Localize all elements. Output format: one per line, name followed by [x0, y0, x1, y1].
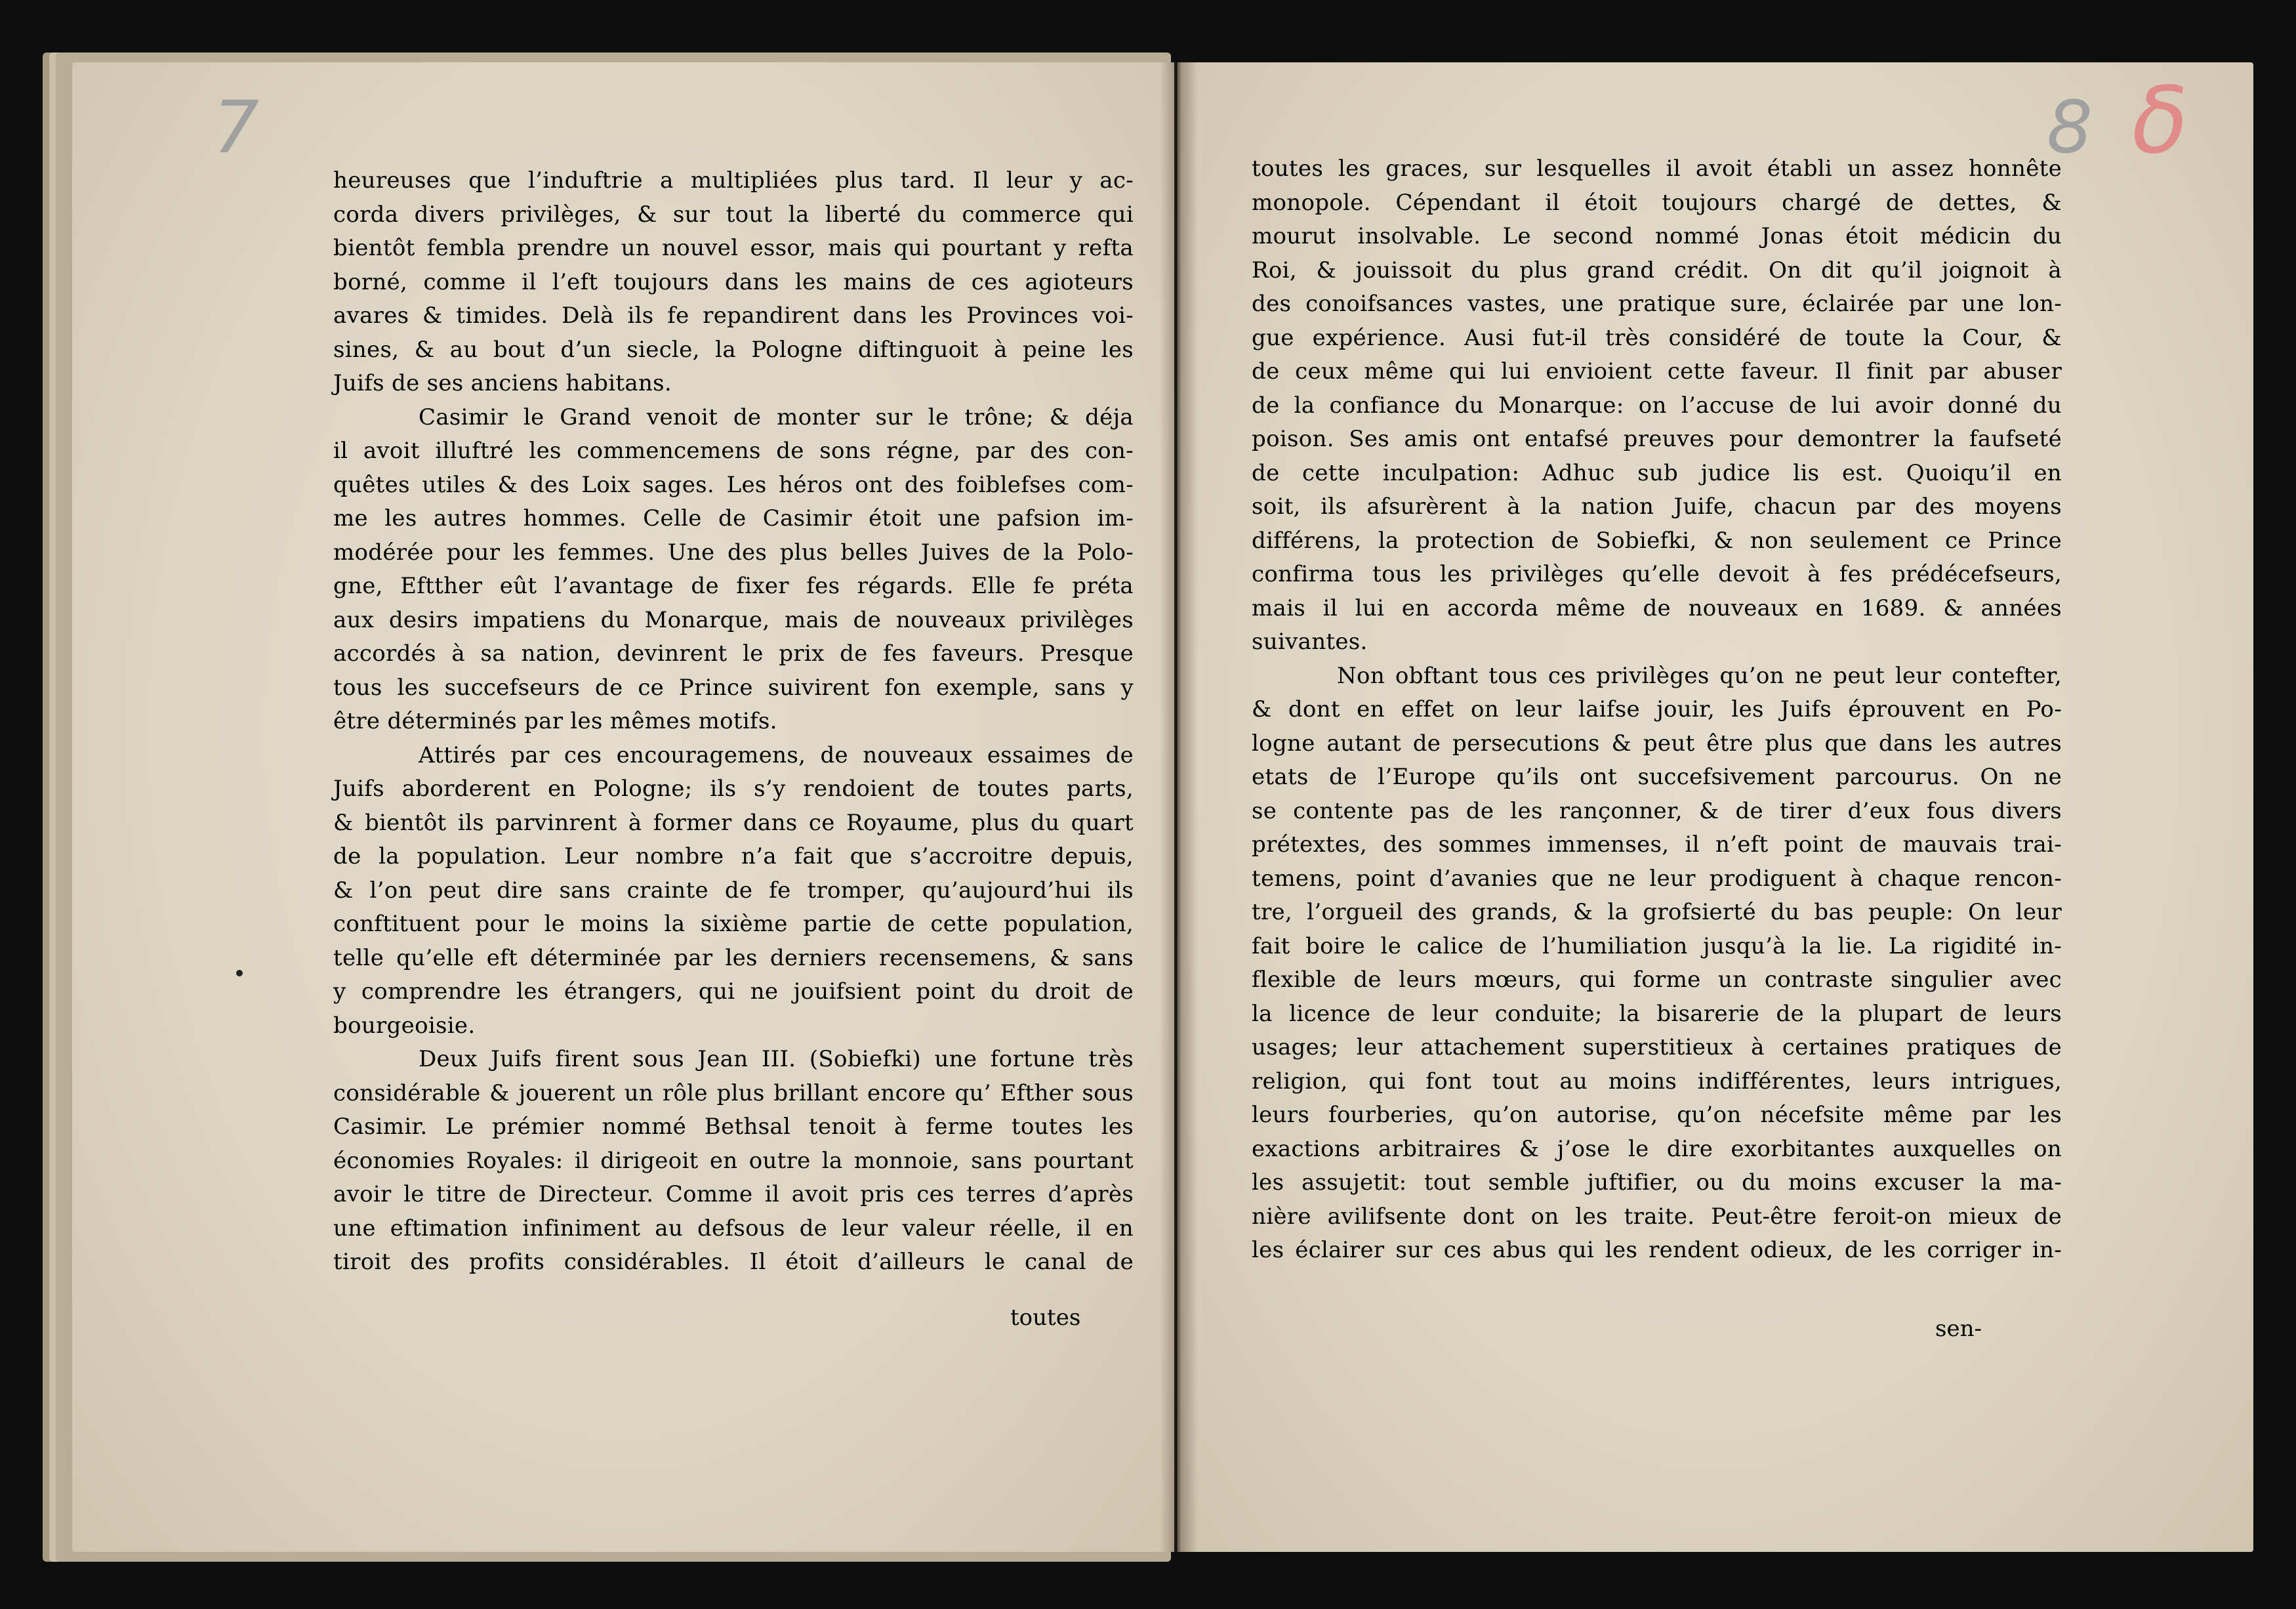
text-line: avoir le titre de Directeur. Comme il avoit pris ces terres d’après — [333, 1181, 1134, 1207]
text-line: poison. Ses amis ont entafsé preuves pour demontrer la faufseté — [1252, 426, 2062, 452]
text-line: usages; leur attachement superstitieux à certaines pratiques de — [1252, 1034, 2062, 1060]
text-line: & bientôt ils parvinrent à former dans ce Royaume, plus du quart — [333, 809, 1134, 836]
right-folio-number: 8 — [2047, 85, 2093, 169]
text-line: gne, Eftther eût l’avantage de fixer fes régards. Elle fe préta — [333, 573, 1134, 599]
text-line: considérable & jouerent un rôle plus brillant encore qu’ Efther sous — [333, 1079, 1134, 1106]
text-line: des conoifsances vastes, une pratique sure, éclairée par une lon- — [1252, 291, 2062, 317]
text-line: heureuses que l’induftrie a multipliées plus tard. Il leur y ac- — [333, 167, 1134, 194]
text-line: tous les succefseurs de ce Prince suivirent fon exemple, sans y — [333, 674, 1134, 701]
text-line: aux desirs impatiens du Monarque, mais de nouveaux privilèges — [333, 606, 1134, 633]
text-line: de la confiance du Monarque: on l’accuse de lui avoir donné du — [1252, 392, 2062, 419]
text-line: Juifs de ses anciens habitans. — [333, 370, 672, 396]
text-line: avares & timides. Delà ils fe repandirent dans les Provinces voi- — [333, 303, 1134, 329]
text-line: Roi, & jouissoit du plus grand crédit. On dit qu’il joignoit à — [1252, 257, 2062, 283]
text-line: corda divers privilèges, & sur tout la liberté du commerce qui — [333, 201, 1134, 228]
text-line: temens, point d’avanies que ne leur prodiguent à chaque rencon- — [1252, 865, 2062, 892]
text-line: & dont en effet on leur laifse jouir, les Juifs éprouvent en Po- — [1252, 696, 2062, 722]
text-line: & l’on peut dire sans crainte de fe tromper, qu’aujourd’hui ils — [333, 877, 1134, 904]
text-line: nière avilifsente dont on les traite. Peut-être feroit-on mieux de — [1252, 1203, 2062, 1230]
text-line: suivantes. — [1252, 629, 1368, 655]
text-line: fait boire le calice de l’humiliation jusqu’à la lie. La rigidité in- — [1252, 932, 2062, 959]
text-line: logne autant de persecutions & peut être plus que dans les autres — [1252, 730, 2062, 757]
text-line: bourgeoisie. — [333, 1012, 476, 1039]
text-line: me les autres hommes. Celle de Casimir étoit une pafsion im- — [333, 505, 1134, 532]
text-line: telle qu’elle eft déterminée par les derniers recensemens, & sans — [333, 944, 1134, 971]
text-line: quêtes utiles & des Loix sages. Les héros ont des foiblefses com- — [333, 471, 1134, 498]
text-line: conftituent pour le moins la sixième partie de cette population, — [333, 911, 1134, 937]
text-line: il avoit illuftré les commencemens de sons régne, par des con- — [333, 438, 1134, 464]
text-line: de ceux même qui lui envioient cette faveur. Il finit par abuser — [1252, 358, 2062, 385]
text-line: de cette inculpation: Adhuc sub judice lis est. Quoiqu’il en — [1252, 459, 2062, 486]
text-line: flexible de leurs mœurs, qui forme un contraste singulier avec — [1252, 967, 2062, 993]
text-line: se contente pas de les rançonner, & de tirer d’eux fous divers — [1252, 797, 2062, 824]
text-line: accordés à sa nation, devinrent le prix de fes faveurs. Presque — [333, 640, 1134, 667]
right-page-text — [1252, 152, 2062, 1268]
text-line: y comprendre les étrangers, qui ne jouifsient point du droit de — [333, 978, 1134, 1005]
text-line: gue expérience. Ausi fut-il très considéré de toute la Cour, & — [1252, 324, 2062, 351]
text-line: une eftimation infiniment au defsous de leur valeur réelle, il en — [333, 1215, 1134, 1242]
text-line: tiroit des profits considérables. Il étoit d’ailleurs le canal de — [333, 1249, 1134, 1275]
text-line: de la population. Leur nombre n’a fait que s’accroitre depuis, — [333, 843, 1134, 869]
right-catchword: sen- — [1935, 1316, 1982, 1342]
text-line: modérée pour les femmes. Une des plus belles Juives de la Polo- — [333, 539, 1134, 566]
text-line: la licence de leur conduite; la bisarerie de la plupart de leurs — [1252, 1000, 2062, 1027]
text-line: soit, ils afsurèrent à la nation Juife, chacun par des moyens — [1252, 493, 2062, 520]
text-line: borné, comme il l’eft toujours dans les mains de ces agioteurs — [333, 268, 1134, 295]
left-page-text — [333, 164, 1134, 1280]
text-line: être déterminés par les mêmes motifs. — [333, 708, 777, 734]
text-line: Casimir. Le prémier nommé Bethsal tenoit à ferme toutes les — [333, 1114, 1134, 1140]
ink-spot — [236, 970, 243, 976]
text-line: prétextes, des sommes immenses, il n’eft point de mauvais trai- — [1252, 831, 2062, 858]
text-line: etats de l’Europe qu’ils ont succefsivement parcourus. On ne — [1252, 764, 2062, 790]
text-line: Non obftant tous ces privilèges qu’on ne peut leur contefter, — [1337, 662, 2062, 689]
text-line: toutes les graces, sur lesquelles il avoit établi un assez honnête — [1252, 156, 2062, 182]
text-line: Casimir le Grand venoit de monter sur le trône; & déja — [419, 404, 1134, 430]
text-line: religion, qui font tout au moins indifférentes, leurs intrigues, — [1252, 1068, 2062, 1095]
text-line: Deux Juifs firent sous Jean III. (Sobiefki) une fortune très — [419, 1046, 1134, 1072]
text-line: tre, l’orgueil des grands, & la grofsierté du bas peuple: On leur — [1252, 899, 2062, 925]
left-catchword: toutes — [1010, 1305, 1081, 1331]
text-line: mourut insolvable. Le second nommé Jonas étoit médicin du — [1252, 223, 2062, 249]
text-line: confirma tous les privilèges qu’elle devoit à fes prédécefseurs, — [1252, 561, 2062, 587]
text-line: bientôt fembla prendre un nouvel essor, mais qui pourtant y refta — [333, 235, 1134, 261]
text-line: économies Royales: il dirigeoit en outre la monnoie, sans pourtant — [333, 1147, 1134, 1174]
text-line: les éclairer sur ces abus qui les rendent odieux, de les corriger in- — [1252, 1237, 2062, 1263]
text-line: sines, & au bout d’un siecle, la Pologne diftinguoit à peine les — [333, 336, 1134, 363]
text-line: mais il lui en accorda même de nouveaux en 1689. & années — [1252, 595, 2062, 621]
text-line: Attirés par ces encouragemens, de nouveaux essaimes de — [419, 742, 1134, 768]
text-line: différens, la protection de Sobiefki, & non seulement ce Prince — [1252, 527, 2062, 554]
text-line: les assujetit: tout semble juftifier, ou du moins excuser la ma- — [1252, 1169, 2062, 1196]
text-line: Juifs aborderent en Pologne; ils s’y rendoient de toutes parts, — [333, 776, 1134, 802]
text-line: leurs fourberies, qu’on autorise, qu’on nécefsite même par les — [1252, 1102, 2062, 1128]
red-pencil-mark: δ — [2132, 68, 2188, 175]
left-folio-number: 7 — [213, 85, 259, 169]
text-line: exactions arbitraires & j’ose le dire exorbitantes auxquelles on — [1252, 1135, 2062, 1162]
text-line: monopole. Cépendant il étoit toujours chargé de dettes, & — [1252, 189, 2062, 216]
